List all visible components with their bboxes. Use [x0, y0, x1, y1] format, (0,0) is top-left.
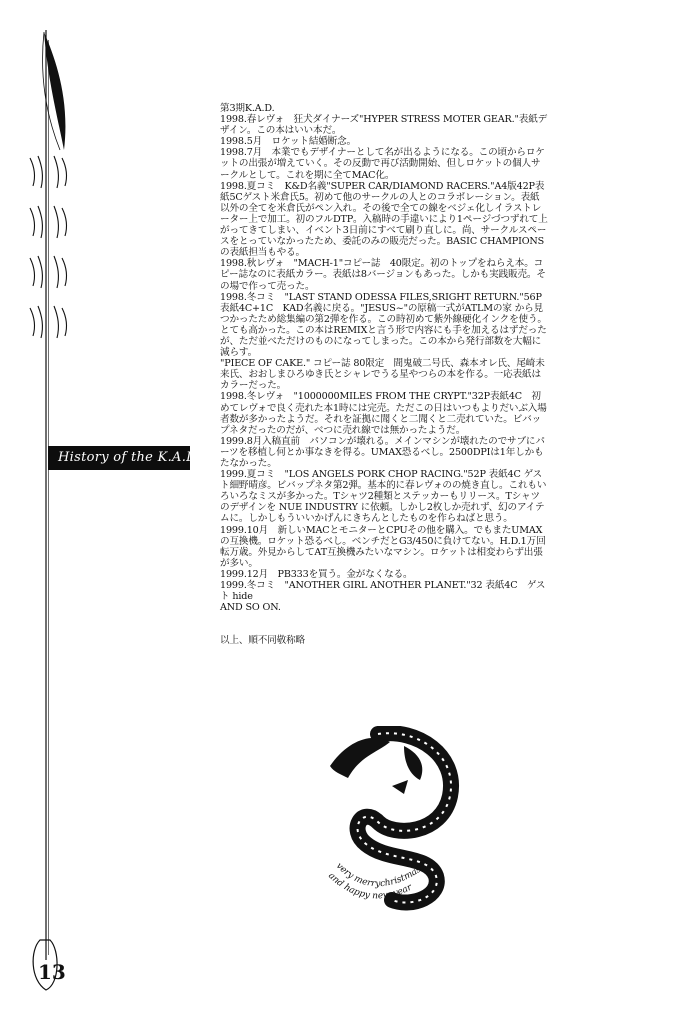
greeting-line-2: and happy new year: [326, 871, 414, 902]
history-entry: 1998.春レヴォ 狂犬ダイナーズ"HYPER STRESS MOTER GEAR."表紙デザイン。この本はいい本だ。: [220, 114, 548, 137]
decorative-spine: [0, 0, 90, 1031]
section-tab: History of the K.A.D.: [48, 446, 190, 470]
closing-line: AND SO ON.: [220, 602, 281, 614]
history-entry: 1999.冬コミ "ANOTHER GIRL ANOTHER PLANET."32 表紙4C ゲスト hide: [220, 580, 546, 603]
dragon-illustration: [308, 726, 468, 926]
history-entry: 1998.冬コミ "LAST STAND ODESSA FILES,SRIGHT RETURN."56P表紙4C+1C KAD名義に戻る。"JESUS~"の原稿一式がATLMの家 から見つかったため総集編の第2弾を作る。この時初めて紫外線硬化インクを使う。とても高かった。この本はREMIXと言う形で内容にも手を加えるはずだったが、ただ並べただけのものになってしまった。この本から発行部数を大幅に減らす。: [220, 291, 547, 359]
history-entry: 1999.10月 新しいMACとモニターとCPUその他を購入。でもまたUMAXの互換機。ロケット恐るべし。ベンチだとG3/450に負けてない。H.D.1万回転万歳。外見からしてAT互換機みたいなマシン。ロケットは相変わらず出張が多い。: [220, 524, 546, 569]
history-entry: 1999.8月入稿直前 パソコンが壊れる。メインマシンが壊れたのでサブにパーツを移植し何とか事なきを得る。UMAX恐るべし。2500DPIは1年しかもたなかった。: [220, 435, 545, 469]
history-entry: 1998.夏コミ K&D名義"SUPER CAR/DIAMOND RACERS."A4版42P表紙5Cゲスト米倉氏5。初めて他のサークルの人とのコラボレーション。表紙以外の全てを米倉氏がペン入れ。その後で全ての線をベジェ化しイラストレーター上で加工。初のフルDTP。入稿時の手違いにより1ページづつずれて上がってきてしまい、イベント3日前にすべて刷り直しに。尚、サークルスペースをとっていなかったため、委託のみの販売だった。BASIC CHAMPIONS の表紙担当もやる。: [220, 180, 548, 259]
history-entry: 1998.秋レヴォ "MACH-1"コピー誌 40限定。初のトップをねらえ本。コピー誌なのに表紙カラー。表紙は8バージョンもあった。しかも実践販売。その場で作って売った。: [220, 258, 546, 292]
history-entry: 1998.冬レヴォ "1000000MILES FROM THE CRYPT."32P表紙4C 初めてレヴォで良く売れた本1時には完売。ただこの日はいつもよりだいぶ入場者数が多かったようだ。それを証拠に聞くと二聞くと二売れていた。ビバップネタだったのだが、べつに売れ線では無かったようだ。: [220, 391, 547, 436]
closing-credits: 以上、順不同敬称略: [220, 635, 305, 647]
page-number: 13: [38, 960, 66, 984]
greeting-line-1: very merrychristmas: [333, 861, 424, 890]
history-entry: 1999.12月 PB333を買う。金がなくなる。: [220, 568, 413, 580]
section-heading: 第3期K.A.D.: [220, 103, 275, 114]
history-entry: 1998.5月 ロケット結婚断念。: [220, 136, 357, 148]
history-entry: 1999.夏コミ "LOS ANGELS PORK CHOP RACING."52P 表紙4C ゲスト細野晴彦。ビバップネタ第2弾。基本的に春レヴォのの焼き直し。これもいろいろなミスが多かった。Tシャツ2種類とステッカーもリリース。Tシャツのデザインを NUE INDUSTRY に依頼。しかし2枚しか売れず、幻のアイテムに。しかしもういいかげんにきちんとしたものを作らねばと思う。: [220, 469, 547, 525]
history-entry: "PIECE OF CAKE." コピー誌 80限定 間鬼破二号氏、森本オレ氏、尾崎未来氏、おおしまひろゆき氏とシャレでうる星やつらの本を作る。一応表紙はカラーだった。: [220, 358, 545, 392]
history-entry: 1998.7月 本業でもデザイナーとして名が出るようになる。この頃からロケットの出張が増えていく。その反動で再び活動開始、但しロケットの個人サークルとして。これを期に全てMAC化。: [220, 147, 545, 181]
history-text-column: [220, 103, 548, 646]
